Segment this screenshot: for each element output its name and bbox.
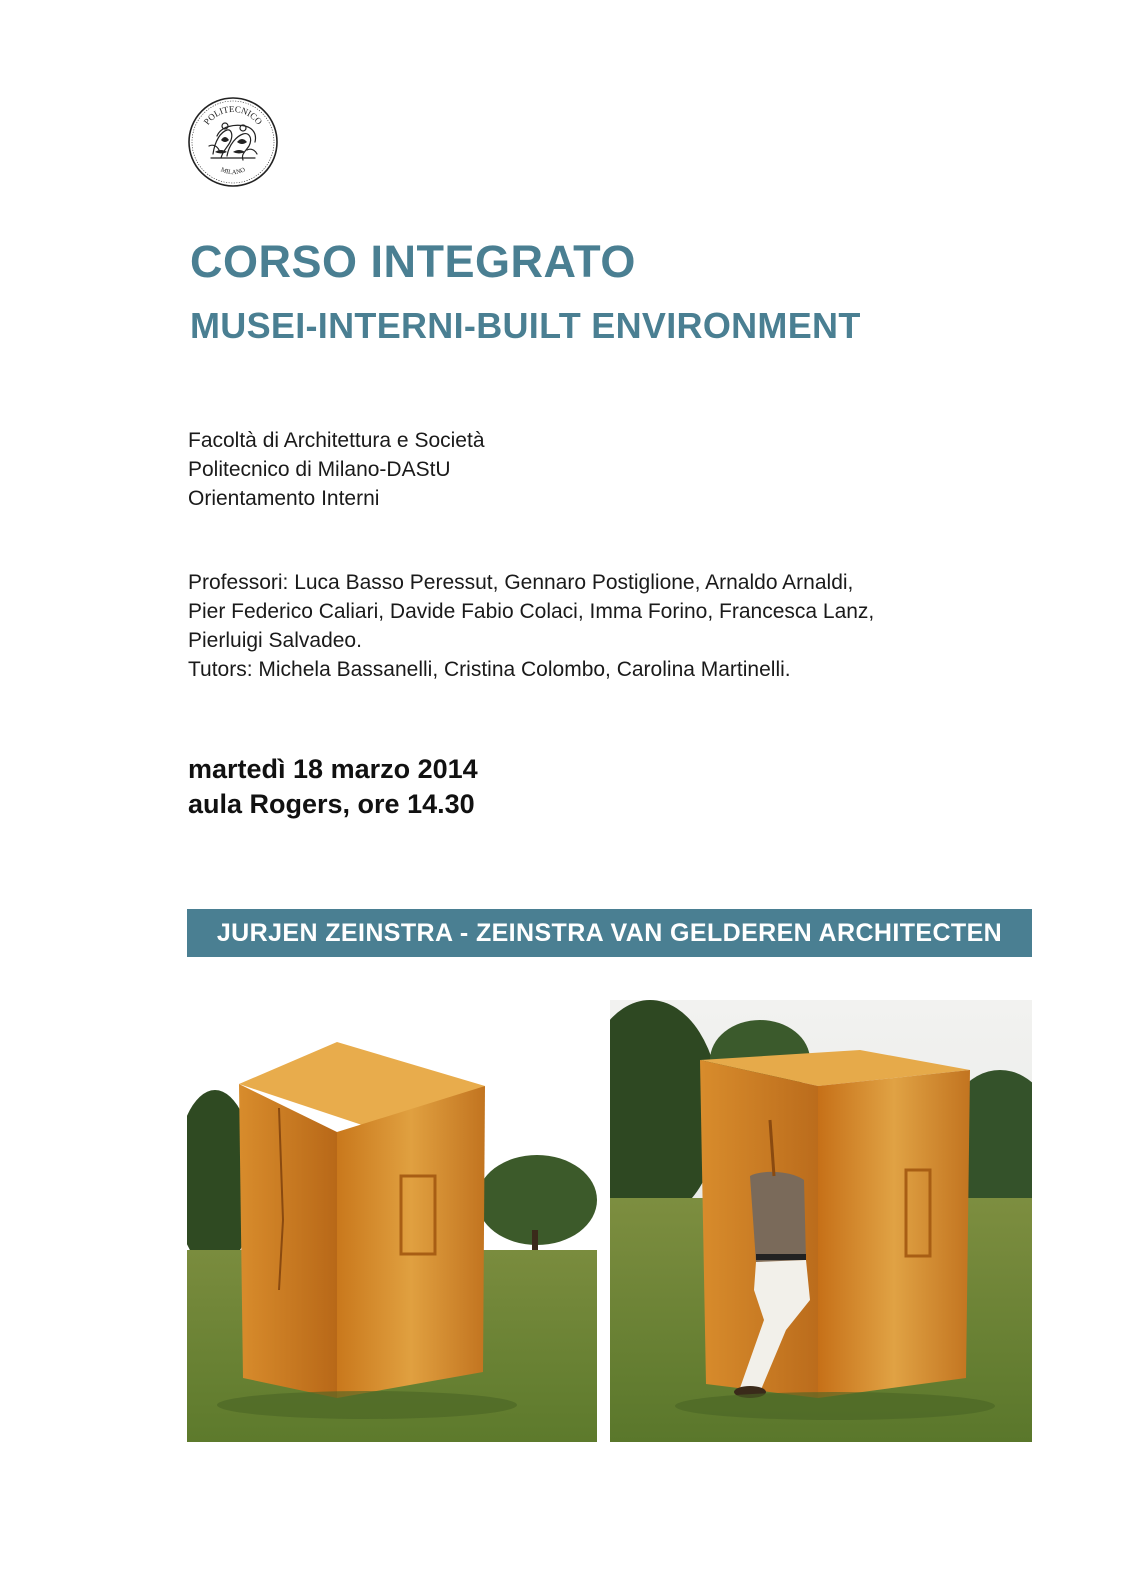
event-date: martedì 18 marzo 2014 — [188, 754, 478, 784]
photo-person-entering-block — [610, 1000, 1032, 1442]
seal-top-text: POLITECNICO — [201, 103, 265, 127]
professors-line: Professori: Luca Basso Peressut, Gennaro Postiglione, Arnaldo Arnaldi, — [188, 571, 854, 594]
affiliation-line: Facoltà di Architettura e Società — [188, 429, 485, 452]
affiliation-line: Politecnico di Milano-DAStU — [188, 458, 451, 481]
politecnico-seal-logo — [187, 96, 279, 188]
course-title: CORSO INTEGRATO — [190, 236, 636, 287]
tutors-line: Tutors: Michela Bassanelli, Cristina Colombo, Carolina Martinelli. — [188, 658, 791, 681]
professors-line: Pier Federico Caliari, Davide Fabio Colaci, Imma Forino, Francesca Lanz, — [188, 600, 875, 623]
course-subtitle: MUSEI-INTERNI-BUILT ENVIRONMENT — [190, 305, 861, 346]
speaker-banner — [187, 909, 1032, 957]
people-block — [188, 568, 874, 684]
affiliation-block — [188, 426, 485, 513]
professors-line: Pierluigi Salvadeo. — [188, 629, 362, 652]
event-place: aula Rogers, ore 14.30 — [188, 789, 475, 819]
affiliation-line: Orientamento Interni — [188, 487, 380, 510]
speaker-banner-text: JURJEN ZEINSTRA - ZEINSTRA VAN GELDEREN ARCHITECTEN — [216, 918, 1003, 947]
event-block — [188, 752, 478, 822]
seal-bottom-text: MILANO — [219, 166, 247, 177]
photo-amber-block — [187, 1000, 597, 1442]
